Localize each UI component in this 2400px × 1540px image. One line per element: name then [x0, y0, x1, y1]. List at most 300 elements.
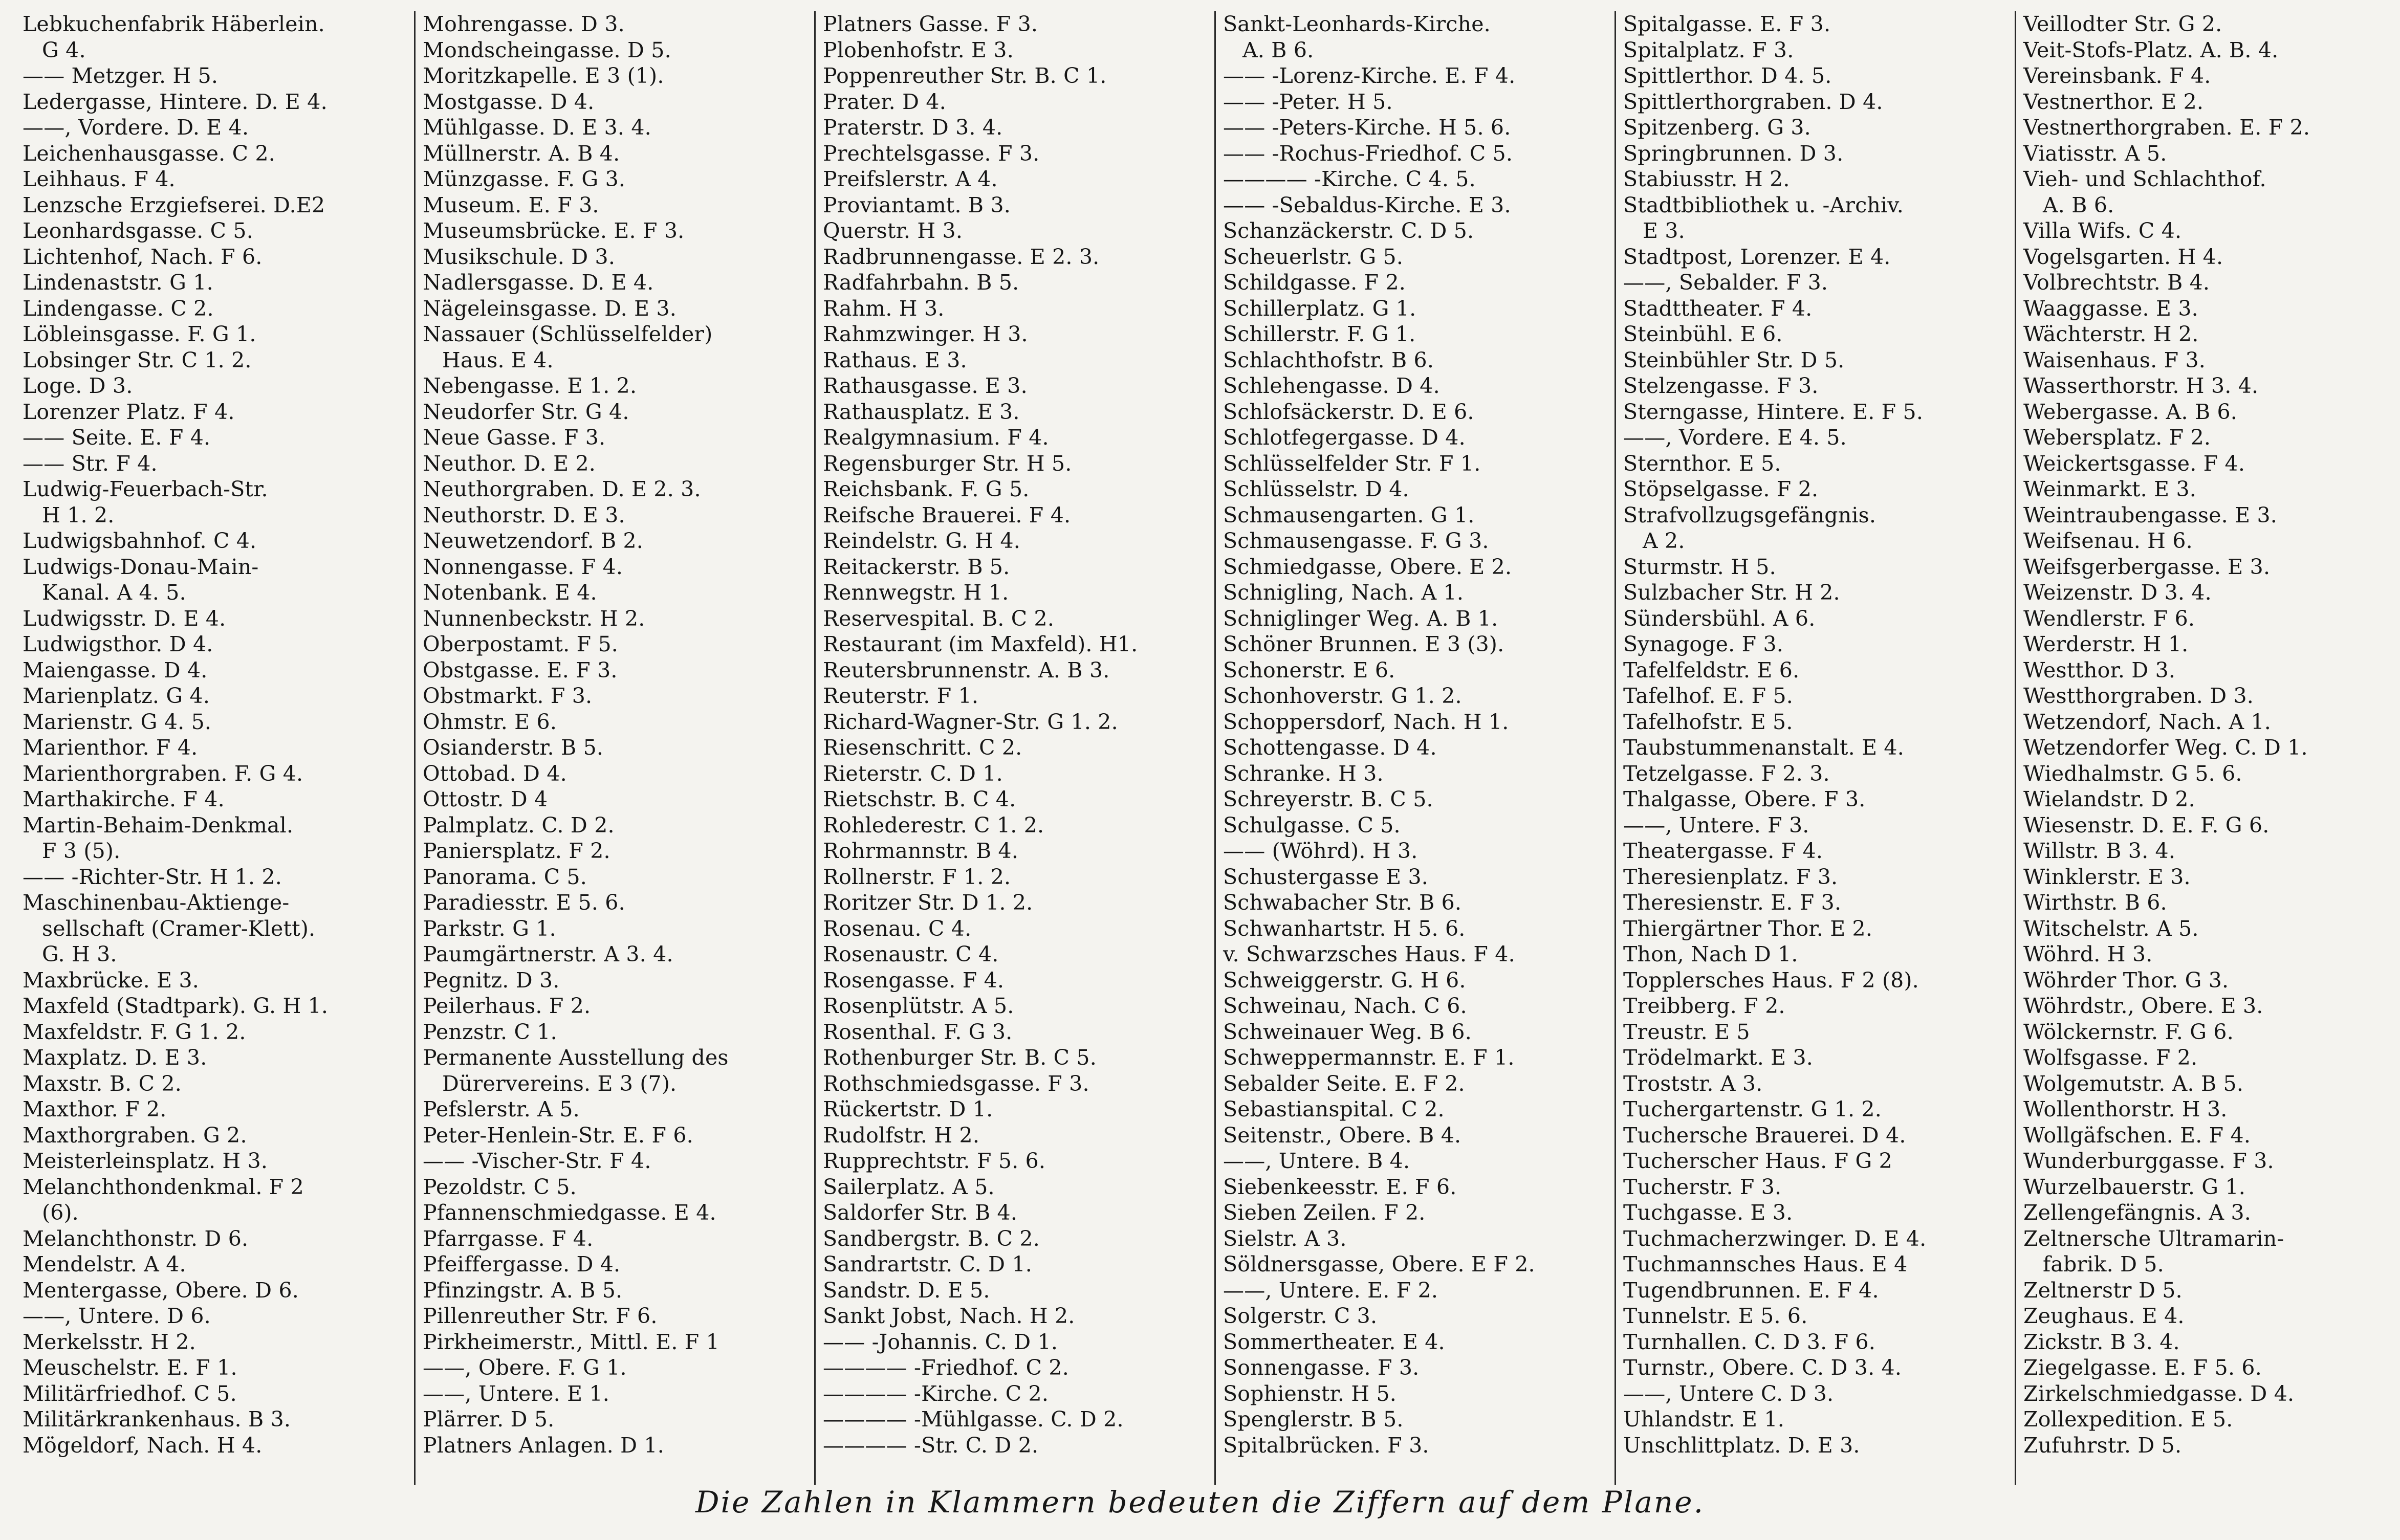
- index-entry: Sielstr. A 3.: [1223, 1226, 1347, 1251]
- index-entry: Treustr. E 5: [1623, 1019, 1750, 1044]
- index-entry: Spenglerstr. B 5.: [1223, 1407, 1404, 1432]
- index-entry: Paniersplatz. F 2.: [423, 839, 610, 863]
- index-entry: Regensburger Str. H 5.: [823, 451, 1072, 476]
- index-entry: Theresienstr. E. F 3.: [1623, 890, 1842, 915]
- index-entry: Kanal. A 4. 5.: [42, 580, 186, 605]
- index-entry: Penzstr. C 1.: [423, 1019, 557, 1044]
- index-entry: Pegnitz. D 3.: [423, 967, 560, 993]
- index-entry: Scheuerlstr. G 5.: [1223, 244, 1404, 269]
- index-entry: Schlotfegergasse. D 4.: [1223, 425, 1466, 450]
- index-entry: Mögeldorf, Nach. H 4.: [23, 1433, 263, 1458]
- index-entry: Schniglinger Weg. A. B 1.: [1223, 606, 1498, 631]
- index-entry: Villa Wifs. C 4.: [2023, 218, 2182, 243]
- index-entry: Schmausengarten. G 1.: [1223, 502, 1475, 527]
- index-entry: Weifsgerbergasse. E 3.: [2023, 554, 2271, 579]
- index-entry: Marthakirche. F 4.: [23, 787, 225, 811]
- index-entry: Thon, Nach D 1.: [1623, 942, 1798, 966]
- index-column-1: [15, 11, 416, 1485]
- index-entry: Nebengasse. E 1. 2.: [423, 373, 637, 398]
- index-entry: ——, Untere C. D 3.: [1623, 1381, 1834, 1406]
- index-entry: Unschlittplatz. D. E 3.: [1623, 1433, 1860, 1458]
- index-entry: Schulgasse. C 5.: [1223, 812, 1401, 838]
- index-entry: Lichtenhof, Nach. F 6.: [23, 244, 263, 269]
- index-entry: Tuchmannsches Haus. E 4: [1623, 1252, 1908, 1277]
- index-entry: —— -Richter-Str. H 1. 2.: [23, 864, 282, 889]
- index-entry: Theresienplatz. F 3.: [1623, 864, 1838, 889]
- index-entry: Notenbank. E 4.: [423, 580, 597, 605]
- index-entry: Nassauer (Schlüsselfelder): [423, 322, 713, 346]
- index-entry: Schustergasse E 3.: [1223, 864, 1428, 889]
- index-entry: —— Metzger. H 5.: [23, 63, 219, 88]
- index-entry: Sterngasse, Hintere. E. F 5.: [1623, 399, 1924, 424]
- index-entry: Mostgasse. D 4.: [423, 89, 595, 114]
- street-index: [15, 11, 2385, 1485]
- index-entry: Schnigling, Nach. A 1.: [1223, 580, 1464, 605]
- index-entry: Obstmarkt. F 3.: [423, 684, 593, 708]
- index-entry: Spittlerthorgraben. D 4.: [1623, 89, 1883, 114]
- index-column-4: [1216, 11, 1616, 1485]
- index-entry: Westthor. D 3.: [2023, 657, 2176, 683]
- index-entry: A. B 6.: [2043, 192, 2114, 217]
- index-entry: Rudolfstr. H 2.: [823, 1123, 980, 1148]
- index-entry: Rathaus. E 3.: [823, 347, 967, 372]
- index-entry: fabrik. D 5.: [2043, 1252, 2164, 1277]
- index-entry: Werderstr. H 1.: [2023, 632, 2189, 656]
- index-entry: Uhlandstr. E 1.: [1623, 1407, 1784, 1432]
- index-entry: Leichenhausgasse. C 2.: [23, 141, 275, 166]
- index-entry: Schanzäckerstr. C. D 5.: [1223, 218, 1474, 243]
- index-entry: Reichsbank. F. G 5.: [823, 477, 1030, 501]
- index-entry: (6).: [42, 1200, 79, 1225]
- index-entry: Neue Gasse. F 3.: [423, 425, 606, 450]
- index-entry: Tuchergartenstr. G 1. 2.: [1623, 1097, 1882, 1121]
- index-entry: Sankt Jobst, Nach. H 2.: [823, 1304, 1075, 1328]
- index-entry: Webersplatz. F 2.: [2023, 425, 2211, 450]
- index-entry: Riesenschritt. C 2.: [823, 735, 1022, 760]
- index-entry: F 3 (5).: [42, 839, 121, 863]
- index-column-2: [416, 11, 816, 1485]
- index-entry: Maxfeld (Stadtpark). G. H 1.: [23, 994, 329, 1018]
- index-entry: Wirthstr. B 6.: [2023, 890, 2167, 915]
- index-entry: Sankt-Leonhards-Kirche.: [1223, 12, 1491, 36]
- index-entry: Sturmstr. H 5.: [1623, 554, 1776, 579]
- index-entry: Haus. E 4.: [442, 347, 554, 372]
- index-entry: Neuthorgraben. D. E 2. 3.: [423, 477, 701, 501]
- index-entry: Sophienstr. H 5.: [1223, 1381, 1397, 1406]
- index-entry: Müllnerstr. A. B 4.: [423, 141, 620, 166]
- index-entry: Reindelstr. G. H 4.: [823, 529, 1021, 553]
- index-entry: Topplersches Haus. F 2 (8).: [1623, 967, 1919, 993]
- index-entry: Neudorfer Str. G 4.: [423, 399, 629, 424]
- index-entry: Paumgärtnerstr. A 3. 4.: [423, 942, 673, 966]
- index-entry: ———— -Mühlgasse. C. D 2.: [823, 1407, 1124, 1432]
- index-entry: Loge. D 3.: [23, 373, 133, 398]
- index-entry: Schwabacher Str. B 6.: [1223, 890, 1462, 915]
- index-entry: Zeltnerstr D 5.: [2023, 1278, 2183, 1303]
- index-entry: Militärfriedhof. C 5.: [23, 1381, 237, 1406]
- index-entry: Volbrechtstr. B 4.: [2023, 270, 2210, 295]
- index-entry: Spitzenberg. G 3.: [1623, 115, 1811, 140]
- index-entry: Stabiusstr. H 2.: [1623, 167, 1790, 191]
- index-entry: Tafelhof. E. F 5.: [1623, 684, 1794, 708]
- index-entry: Stöpselgasse. F 2.: [1623, 477, 1819, 501]
- index-entry: Wielandstr. D 2.: [2023, 787, 2195, 811]
- index-entry: ——, Untere. F 3.: [1623, 812, 1809, 838]
- index-entry: Nägeleinsgasse. D. E 3.: [423, 296, 677, 321]
- index-entry: Peter-Henlein-Str. E. F 6.: [423, 1123, 693, 1148]
- index-entry: Lindenaststr. G 1.: [23, 270, 213, 295]
- index-entry: Söldnersgasse, Obere. E F 2.: [1223, 1252, 1535, 1277]
- index-entry: Rosenau. C 4.: [823, 916, 972, 941]
- index-entry: Schöner Brunnen. E 3 (3).: [1223, 632, 1504, 656]
- index-entry: Paradiesstr. E 5. 6.: [423, 890, 625, 915]
- index-entry: Restaurant (im Maxfeld). H1.: [823, 632, 1138, 656]
- index-entry: Plobenhofstr. E 3.: [823, 37, 1014, 62]
- index-entry: Maiengasse. D 4.: [23, 657, 208, 683]
- index-entry: Weizenstr. D 3. 4.: [2023, 580, 2212, 605]
- index-entry: Schweinauer Weg. B 6.: [1223, 1019, 1472, 1044]
- index-entry: Radbrunnengasse. E 2. 3.: [823, 244, 1100, 269]
- index-entry: Sandbergstr. B. C 2.: [823, 1226, 1040, 1251]
- index-entry: Pfarrgasse. F 4.: [423, 1226, 594, 1251]
- index-entry: Waaggasse. E 3.: [2023, 296, 2198, 321]
- index-entry: Seitenstr., Obere. B 4.: [1223, 1123, 1461, 1148]
- index-entry: Treibberg. F 2.: [1623, 994, 1785, 1018]
- index-entry: Rietschstr. B. C 4.: [823, 787, 1016, 811]
- index-entry: Weickertsgasse. F 4.: [2023, 451, 2245, 476]
- index-entry: Prater. D 4.: [823, 89, 946, 114]
- index-entry: Tuchmacherzwinger. D. E 4.: [1623, 1226, 1927, 1251]
- index-entry: Schottengasse. D 4.: [1223, 735, 1437, 760]
- index-entry: Mohrengasse. D 3.: [423, 12, 625, 36]
- index-entry: Wollgäfschen. E. F 4.: [2023, 1123, 2251, 1148]
- index-entry: Ludwigsstr. D. E 4.: [23, 606, 226, 631]
- index-entry: Wöhrdstr., Obere. E 3.: [2023, 994, 2263, 1018]
- index-entry: Ottobad. D 4.: [423, 761, 567, 786]
- index-entry: Maxthor. F 2.: [23, 1097, 167, 1121]
- index-entry: Roritzer Str. D 1. 2.: [823, 890, 1033, 915]
- index-entry: Meuschelstr. E. F 1.: [23, 1355, 237, 1380]
- index-entry: Poppenreuther Str. B. C 1.: [823, 63, 1107, 88]
- index-entry: Obstgasse. E. F 3.: [423, 657, 618, 683]
- index-entry: Lindengasse. C 2.: [23, 296, 214, 321]
- index-entry: E 3.: [1643, 218, 1685, 243]
- index-entry: —— -Peter. H 5.: [1223, 89, 1393, 114]
- index-entry: Realgymnasium. F 4.: [823, 425, 1049, 450]
- index-column-3: [816, 11, 1216, 1485]
- index-entry: Wölckernstr. F. G 6.: [2023, 1019, 2234, 1044]
- index-entry: Musikschule. D 3.: [423, 244, 616, 269]
- index-entry: Neuwetzendorf. B 2.: [423, 529, 644, 553]
- index-entry: Schonhoverstr. G 1. 2.: [1223, 684, 1462, 708]
- index-entry: Lobsinger Str. C 1. 2.: [23, 347, 252, 372]
- index-entry: Tugendbrunnen. E. F 4.: [1623, 1278, 1879, 1303]
- index-entry: Schmiedgasse, Obere. E 2.: [1223, 554, 1512, 579]
- index-entry: ———— -Kirche. C 2.: [823, 1381, 1049, 1406]
- index-entry: Rieterstr. C. D 1.: [823, 761, 1003, 786]
- index-entry: Tucherstr. F 3.: [1623, 1174, 1782, 1199]
- index-entry: Maxfeldstr. F. G 1. 2.: [23, 1019, 246, 1044]
- index-entry: Museumsbrücke. E. F 3.: [423, 218, 685, 243]
- index-entry: Reservespital. B. C 2.: [823, 606, 1055, 631]
- index-entry: Sailerplatz. A 5.: [823, 1174, 995, 1199]
- index-entry: Neuthor. D. E 2.: [423, 451, 596, 476]
- index-entry: Maschinenbau-Aktienge-: [23, 890, 290, 915]
- index-entry: Osianderstr. B 5.: [423, 735, 604, 760]
- index-entry: Neuthorstr. D. E 3.: [423, 502, 625, 527]
- index-entry: Zufuhrstr. D 5.: [2023, 1433, 2182, 1458]
- index-entry: Schranke. H 3.: [1223, 761, 1384, 786]
- index-entry: Schoppersdorf, Nach. H 1.: [1223, 709, 1509, 734]
- index-entry: Permanente Ausstellung des: [423, 1045, 729, 1070]
- index-entry: Spitalgasse. E. F 3.: [1623, 12, 1831, 36]
- index-entry: Rohlederestr. C 1. 2.: [823, 812, 1044, 838]
- index-entry: Palmplatz. C. D 2.: [423, 812, 615, 838]
- index-entry: A. B 6.: [1242, 37, 1314, 62]
- index-entry: Lorenzer Platz. F 4.: [23, 399, 235, 424]
- index-entry: Rohrmannstr. B 4.: [823, 839, 1019, 863]
- index-entry: Steinbühl. E 6.: [1623, 322, 1783, 346]
- index-entry: Nadlersgasse. D. E 4.: [423, 270, 654, 295]
- index-entry: Militärkrankenhaus. B 3.: [23, 1407, 291, 1432]
- index-entry: Wöhrd. H 3.: [2023, 942, 2153, 966]
- index-entry: —— -Sebaldus-Kirche. E 3.: [1223, 192, 1511, 217]
- index-entry: Dürervereins. E 3 (7).: [442, 1071, 677, 1096]
- index-entry: —— -Vischer-Str. F 4.: [423, 1149, 651, 1173]
- index-entry: Westthorgraben. D 3.: [2023, 684, 2254, 708]
- index-entry: Rothschmiedsgasse. F 3.: [823, 1071, 1089, 1096]
- index-entry: Maxbrücke. E 3.: [23, 967, 200, 993]
- index-entry: Zollexpedition. E 5.: [2023, 1407, 2233, 1432]
- index-entry: Veillodter Str. G 2.: [2023, 12, 2222, 36]
- index-entry: Tafelfeldstr. E 6.: [1623, 657, 1800, 683]
- index-entry: Pfinzingstr. A. B 5.: [423, 1278, 623, 1303]
- index-entry: Schonerstr. E 6.: [1223, 657, 1395, 683]
- index-entry: Strafvollzugsgefängnis.: [1623, 502, 1877, 527]
- index-entry: Merkelsstr. H 2.: [23, 1329, 196, 1354]
- index-entry: Rahmzwinger. H 3.: [823, 322, 1028, 346]
- index-entry: Wolfsgasse. F 2.: [2023, 1045, 2198, 1070]
- index-entry: ——, Vordere. E 4. 5.: [1623, 425, 1847, 450]
- index-entry: sellschaft (Cramer-Klett).: [42, 916, 316, 941]
- index-entry: Schlehengasse. D 4.: [1223, 373, 1440, 398]
- index-entry: Nunnenbeckstr. H 2.: [423, 606, 645, 631]
- index-entry: Wiedhalmstr. G 5. 6.: [2023, 761, 2242, 786]
- index-entry: Wollenthorstr. H 3.: [2023, 1097, 2228, 1121]
- index-entry: Veit-Stofs-Platz. A. B. 4.: [2023, 37, 2279, 62]
- index-entry: Rupprechtstr. F 5. 6.: [823, 1149, 1046, 1173]
- index-entry: Rothenburger Str. B. C 5.: [823, 1045, 1097, 1070]
- index-entry: Praterstr. D 3. 4.: [823, 115, 1003, 140]
- index-entry: Rosenthal. F. G 3.: [823, 1019, 1013, 1044]
- index-entry: Schweinau, Nach. C 6.: [1223, 994, 1467, 1018]
- index-entry: Sandrartstr. C. D 1.: [823, 1252, 1032, 1277]
- index-entry: ——, Untere. B 4.: [1223, 1149, 1410, 1173]
- index-entry: Mendelstr. A 4.: [23, 1252, 186, 1277]
- index-entry: Leonhardsgasse. C 5.: [23, 218, 253, 243]
- index-entry: Lebkuchenfabrik Häberlein.: [23, 12, 325, 36]
- index-entry: Spitalbrücken. F 3.: [1223, 1433, 1429, 1458]
- index-entry: Moritzkapelle. E 3 (1).: [423, 63, 664, 88]
- index-entry: Maxstr. B. C 2.: [23, 1071, 182, 1096]
- index-entry: Sonnengasse. F 3.: [1223, 1355, 1420, 1380]
- index-entry: Willstr. B 3. 4.: [2023, 839, 2176, 863]
- index-entry: Zickstr. B 3. 4.: [2023, 1329, 2180, 1354]
- index-entry: ———— -Friedhof. C 2.: [823, 1355, 1069, 1380]
- index-entry: Ziegelgasse. E. F 5. 6.: [2023, 1355, 2262, 1380]
- index-entry: Reitackerstr. B 5.: [823, 554, 1010, 579]
- index-entry: Vogelsgarten. H 4.: [2023, 244, 2223, 269]
- index-entry: Schreyerstr. B. C 5.: [1223, 787, 1433, 811]
- index-entry: Theatergasse. F 4.: [1623, 839, 1823, 863]
- footnote: Die Zahlen in Klammern bedeuten die Ziffern auf dem Plane.: [695, 1485, 1705, 1520]
- index-entry: Spittlerthor. D 4. 5.: [1623, 63, 1832, 88]
- index-entry: Pirkheimerstr., Mittl. E. F 1: [423, 1329, 719, 1354]
- index-entry: Löbleinsgasse. F. G 1.: [23, 322, 256, 346]
- index-entry: Sieben Zeilen. F 2.: [1223, 1200, 1426, 1225]
- index-entry: Prechtelsgasse. F 3.: [823, 141, 1040, 166]
- index-entry: Stadtbibliothek u. -Archiv.: [1623, 192, 1904, 217]
- index-entry: Ludwigsthor. D 4.: [23, 632, 213, 656]
- index-entry: Martin-Behaim-Denkmal.: [23, 812, 294, 838]
- index-entry: Springbrunnen. D 3.: [1623, 141, 1844, 166]
- index-entry: Thiergärtner Thor. E 2.: [1623, 916, 1873, 941]
- index-entry: Panorama. C 5.: [423, 864, 587, 889]
- index-entry: Waisenhaus. F 3.: [2023, 347, 2206, 372]
- index-entry: Museum. E. F 3.: [423, 192, 599, 217]
- index-entry: Zirkelschmiedgasse. D 4.: [2023, 1381, 2295, 1406]
- index-entry: Marienstr. G 4. 5.: [23, 709, 212, 734]
- index-entry: Ludwig-Feuerbach-Str.: [23, 477, 268, 501]
- index-entry: Tucherscher Haus. F G 2: [1623, 1149, 1892, 1173]
- index-entry: Schweiggerstr. G. H 6.: [1223, 967, 1466, 993]
- index-entry: Wetzendorf, Nach. A 1.: [2023, 709, 2272, 734]
- index-entry: Nonnengasse. F 4.: [423, 554, 623, 579]
- index-entry: Schwanhartstr. H 5. 6.: [1223, 916, 1466, 941]
- index-entry: Wöhrder Thor. G 3.: [2023, 967, 2229, 993]
- index-entry: Sebalder Seite. E. F 2.: [1223, 1071, 1465, 1096]
- index-entry: —— Str. F 4.: [23, 451, 158, 476]
- index-entry: Schillerplatz. G 1.: [1223, 296, 1416, 321]
- index-entry: Preifslerstr. A 4.: [823, 167, 998, 191]
- index-entry: Rosengasse. F 4.: [823, 967, 1005, 993]
- index-entry: Sebastianspital. C 2.: [1223, 1097, 1445, 1121]
- index-entry: Wiesenstr. D. E. F. G 6.: [2023, 812, 2270, 838]
- index-entry: Reifsche Brauerei. F 4.: [823, 502, 1071, 527]
- index-entry: ———— -Str. C. D 2.: [823, 1433, 1039, 1458]
- index-entry: Wunderburggasse. F 3.: [2023, 1149, 2274, 1173]
- index-entry: ——, Vordere. D. E 4.: [23, 115, 249, 140]
- index-entry: Ottostr. D 4: [423, 787, 548, 811]
- index-entry: Radfahrbahn. B 5.: [823, 270, 1019, 295]
- index-entry: Troststr. A 3.: [1623, 1071, 1763, 1096]
- index-entry: Stelzengasse. F 3.: [1623, 373, 1819, 398]
- index-entry: ———— -Kirche. C 4. 5.: [1223, 167, 1476, 191]
- index-entry: Peilerhaus. F 2.: [423, 994, 591, 1018]
- index-entry: Wendlerstr. F 6.: [2023, 606, 2195, 631]
- index-entry: Steinbühler Str. D 5.: [1623, 347, 1845, 372]
- index-entry: Wasserthorstr. H 3. 4.: [2023, 373, 2259, 398]
- index-entry: Weifsenau. H 6.: [2023, 529, 2193, 553]
- index-entry: Mentergasse, Obere. D 6.: [23, 1278, 299, 1303]
- index-entry: Schildgasse. F 2.: [1223, 270, 1406, 295]
- index-entry: ——, Untere. D 6.: [23, 1304, 211, 1328]
- index-entry: Thalgasse, Obere. F 3.: [1623, 787, 1866, 811]
- index-entry: v. Schwarzsches Haus. F 4.: [1223, 942, 1515, 966]
- index-entry: Sternthor. E 5.: [1623, 451, 1781, 476]
- index-entry: Sommertheater. E 4.: [1223, 1329, 1445, 1354]
- index-entry: Schmausengasse. F. G 3.: [1223, 529, 1489, 553]
- index-entry: Wolgemutstr. A. B 5.: [2023, 1071, 2244, 1096]
- index-entry: Mondscheingasse. D 5.: [423, 37, 671, 62]
- index-entry: Reutersbrunnenstr. A. B 3.: [823, 657, 1110, 683]
- index-entry: Ludwigsbahnhof. C 4.: [23, 529, 257, 553]
- index-entry: Proviantamt. B 3.: [823, 192, 1011, 217]
- index-entry: Rathausplatz. E 3.: [823, 399, 1020, 424]
- index-entry: Weinmarkt. E 3.: [2023, 477, 2196, 501]
- index-entry: Schlüsselstr. D 4.: [1223, 477, 1409, 501]
- index-entry: Rosenaustr. C 4.: [823, 942, 999, 966]
- index-entry: Sündersbühl. A 6.: [1623, 606, 1816, 631]
- index-entry: —— -Johannis. C. D 1.: [823, 1329, 1058, 1354]
- index-entry: Vestnerthor. E 2.: [2023, 89, 2204, 114]
- index-entry: Mühlgasse. D. E 3. 4.: [423, 115, 651, 140]
- index-entry: Sandstr. D. E 5.: [823, 1278, 990, 1303]
- index-entry: Weintraubengasse. E 3.: [2023, 502, 2277, 527]
- index-entry: Maxthorgraben. G 2.: [23, 1123, 247, 1148]
- index-entry: Vereinsbank. F 4.: [2023, 63, 2211, 88]
- index-entry: Synagoge. F 3.: [1623, 632, 1784, 656]
- index-entry: Marienthor. F 4.: [23, 735, 198, 760]
- index-entry: Schlüsselfelder Str. F 1.: [1223, 451, 1481, 476]
- index-entry: Rennwegstr. H 1.: [823, 580, 1009, 605]
- index-entry: ——, Untere. E. F 2.: [1223, 1278, 1438, 1303]
- index-entry: Wetzendorfer Weg. C. D 1.: [2023, 735, 2308, 760]
- index-entry: Platners Gasse. F 3.: [823, 12, 1038, 36]
- index-entry: Rathausgasse. E 3.: [823, 373, 1028, 398]
- index-entry: Rosenplütstr. A 5.: [823, 994, 1014, 1018]
- index-entry: Tetzelgasse. F 2. 3.: [1623, 761, 1830, 786]
- index-entry: Zellengefängnis. A 3.: [2023, 1200, 2252, 1225]
- index-entry: —— -Lorenz-Kirche. E. F 4.: [1223, 63, 1516, 88]
- index-entry: Ledergasse, Hintere. D. E 4.: [23, 89, 328, 114]
- index-entry: Webergasse. A. B 6.: [2023, 399, 2238, 424]
- index-entry: Schweppermannstr. E. F 1.: [1223, 1045, 1515, 1070]
- index-entry: H 1. 2.: [42, 502, 115, 527]
- index-entry: Rahm. H 3.: [823, 296, 945, 321]
- index-entry: Ludwigs-Donau-Main-: [23, 554, 259, 579]
- index-entry: Wächterstr. H 2.: [2023, 322, 2199, 346]
- index-entry: Turnhallen. C. D 3. F 6.: [1623, 1329, 1875, 1354]
- index-entry: Oberpostamt. F 5.: [423, 632, 619, 656]
- index-entry: Zeughaus. E 4.: [2023, 1304, 2185, 1328]
- index-entry: Viatisstr. A 5.: [2023, 141, 2167, 166]
- index-entry: —— (Wöhrd). H 3.: [1223, 839, 1418, 863]
- index-entry: ——, Sebalder. F 3.: [1623, 270, 1828, 295]
- index-entry: Solgerstr. C 3.: [1223, 1304, 1378, 1328]
- index-entry: Tuchersche Brauerei. D 4.: [1623, 1123, 1906, 1148]
- index-entry: Witschelstr. A 5.: [2023, 916, 2199, 941]
- index-entry: Leihhaus. F 4.: [23, 167, 176, 191]
- index-entry: Rollnerstr. F 1. 2.: [823, 864, 1011, 889]
- index-entry: Trödelmarkt. E 3.: [1623, 1045, 1814, 1070]
- index-entry: Melanchthonstr. D 6.: [23, 1226, 249, 1251]
- index-entry: Stadttheater. F 4.: [1623, 296, 1813, 321]
- index-entry: Melanchthondenkmal. F 2: [23, 1174, 304, 1199]
- index-entry: Ohmstr. E 6.: [423, 709, 557, 734]
- index-entry: Marienthorgraben. F. G 4.: [23, 761, 303, 786]
- index-entry: —— -Peters-Kirche. H 5. 6.: [1223, 115, 1511, 140]
